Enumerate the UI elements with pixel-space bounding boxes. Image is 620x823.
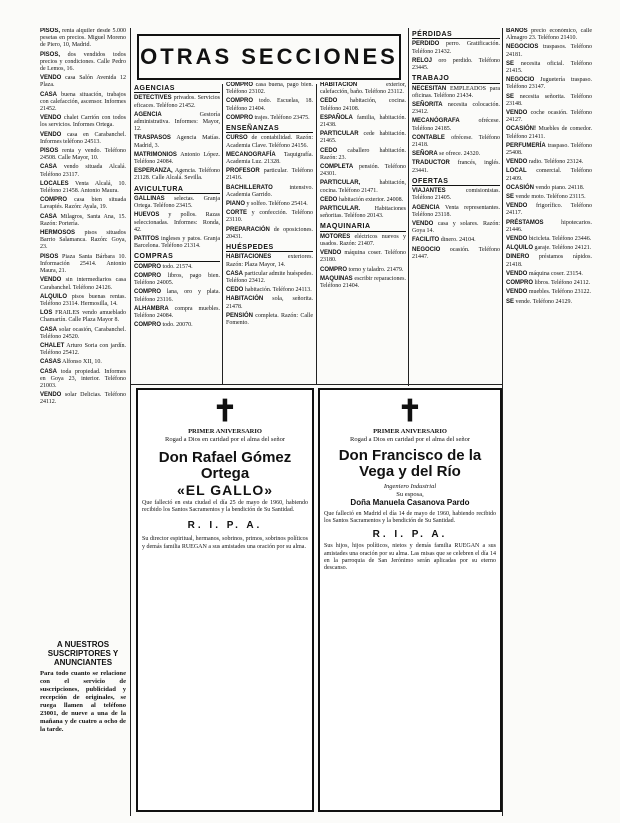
ad-keyword: NECESITAN	[412, 85, 447, 92]
classified-ad: CEDO habitación. Teléfono 24113.	[226, 287, 312, 294]
ad-keyword: VENDO	[40, 75, 62, 82]
column-5	[412, 28, 500, 383]
classified-ad: FACILITO dinero. 24104.	[412, 237, 476, 244]
obit-footer: Su director espiritual, hermanos, sobrinos, primos, sobrinos políticos y demás familia RUEGAN a sus amistades una oración por su alma.	[142, 536, 308, 550]
ad-keyword: COMPRO	[226, 114, 253, 121]
ad-keyword: SE	[506, 93, 515, 100]
ad-keyword: TRASPASOS	[134, 135, 171, 142]
subscribers-body: Para todo cuanto se relacione con el servicio de suscripciones, publicidad y recepción de originales, se ruega llamen al teléfono 23001, de nueve a una de la mañana y de cuatro a ocho de la tarde.	[40, 670, 126, 733]
ad-keyword: CASA	[226, 270, 244, 277]
ad-keyword: BACHILLERATO	[226, 184, 273, 191]
ad-keyword: CEDO	[320, 147, 338, 154]
classified-ad: CEDO habitación, cocina. Teléfono 24108.	[320, 98, 406, 112]
ad-keyword: COMPRO	[40, 197, 67, 204]
ad-keyword: PISOS	[40, 253, 59, 260]
classified-ad: SE vende. Teléfono 24129.	[506, 298, 572, 305]
section-heading: COMPRAS	[134, 253, 220, 261]
classified-ad: PISOS renta y vendo. Teléfono 24508. Calle Mayor, 10.	[40, 148, 126, 162]
classified-ad: NEGOCIO Juguetería traspaso. Teléfono 23147.	[506, 77, 592, 91]
classified-ad: SE necesita señorita. Teléfono 23148.	[506, 93, 592, 107]
ad-keyword: PISOS	[40, 148, 59, 155]
ad-keyword: NEGOCIO	[412, 246, 441, 253]
classified-ad: SE vende moto. Teléfono 23115.	[506, 194, 586, 201]
classified-ad: CURSO de contabilidad. Razón: Academia Clave. Teléfono 24156.	[226, 135, 313, 149]
classified-ad: PREPARACIÓN de oposiciones. 20431.	[226, 226, 313, 240]
ad-keyword: FACILITO	[412, 237, 440, 244]
ad-keyword: PISOS,	[40, 51, 61, 58]
classified-ad: VENDO bicicleta. Teléfono 23446.	[506, 236, 592, 243]
classified-ad: HABITACIÓN sola, señorita. 21478.	[226, 296, 313, 310]
classified-ad: CASA buena situación, trabajos con calefacción, ascensor. Informes 21452.	[40, 91, 126, 113]
ad-keyword: AGENCIA	[134, 111, 162, 118]
ad-keyword: VENDO	[506, 110, 528, 117]
ad-keyword: OCASIÓN	[506, 184, 535, 191]
classified-ad: HUEVOS y pollos. Razas seleccionadas. Informes: Ronda, 42.	[134, 212, 220, 233]
obit-widow-label: Su esposa,	[396, 491, 424, 498]
classified-ad: PENSIÓN completa. Razón: Calle Fomento.	[226, 312, 313, 327]
classified-ad: VENDO frigorífico. Teléfono 24117.	[506, 203, 592, 217]
ad-keyword: ALQUILO	[40, 293, 67, 300]
classified-ad: VENDO máquina coser. 23154.	[506, 270, 583, 277]
obit-body: Que falleció en Madrid el día 14 de mayo de 1960, habiendo recibido los Santos Sacramentos y la bendición de Su Santidad.	[324, 511, 496, 525]
ad-keyword: PRÉSTAMOS	[506, 219, 544, 226]
ad-keyword: GALLINAS	[134, 196, 165, 203]
ad-keyword: SEÑORITA	[412, 102, 443, 109]
classified-ad: MECANÓGRAFA ofrécese. Teléfono 24185.	[412, 118, 500, 132]
ad-keyword: MATRIMONIOS	[134, 151, 177, 158]
classified-ad: VENDO solar Delicias. Teléfono 24112.	[40, 392, 126, 406]
ad-keyword: VENDO	[40, 115, 62, 122]
ad-keyword: LOCAL	[506, 168, 527, 175]
section-heading: HUÉSPEDES	[226, 244, 313, 252]
classified-ad: LOCAL comercial. Teléfono 21409.	[506, 168, 592, 182]
classified-ad: COMPRO todo. Escuelas, 18. Teléfono 21404.	[226, 98, 313, 112]
ad-keyword: SE	[506, 60, 515, 67]
column-rule	[222, 84, 223, 384]
ad-keyword: HABITACIÓN	[320, 82, 358, 88]
ad-keyword: CASA	[40, 164, 58, 171]
ad-keyword: LOCALES	[40, 180, 69, 187]
classified-ad: GALLINAS selectas. Granja Ortega. Teléfono 23415.	[134, 196, 220, 210]
ad-keyword: MECANÓGRAFA	[412, 118, 460, 125]
classified-list	[506, 28, 592, 306]
classified-ad: MECANOGRAFÍA Taquigrafía. Academia Luz. 21328.	[226, 151, 313, 166]
ad-keyword: SE	[506, 298, 515, 305]
classified-ad: CONTABLE ofrécese. Teléfono 21418.	[412, 134, 500, 149]
ad-keyword: DETECTIVES	[134, 95, 172, 102]
section-heading: PÉRDIDAS	[412, 31, 500, 39]
column-3	[226, 82, 313, 382]
section-heading: OFERTAS	[412, 178, 500, 186]
classified-ad: COMPRO libros, pago bien. Teléfono 24005.	[134, 273, 220, 287]
ad-keyword: ALQUILO	[506, 245, 533, 252]
ad-keyword: COMPRO	[134, 289, 161, 296]
classified-ad: OCASIÓN vendo piano. 24118.	[506, 184, 585, 191]
classified-ad: DETECTIVES privados. Servicios eficaces. Teléfono 21452.	[134, 95, 220, 109]
section-heading: MAQUINARIA	[320, 223, 406, 231]
classified-ad: VENDO coche ocasión. Teléfono 24127.	[506, 110, 592, 124]
ad-keyword: NEGOCIOS	[506, 44, 539, 51]
section-rule	[130, 384, 502, 385]
classified-ad: PRÉSTAMOS hipotecarios. 21446.	[506, 219, 592, 233]
section-masthead	[137, 34, 401, 80]
ad-keyword: COMPRO	[506, 280, 533, 287]
ad-keyword: CONTABLE	[412, 134, 445, 141]
ad-keyword: CASA	[40, 213, 58, 220]
classified-ad: CASAS Alfonso XII, 10.	[40, 359, 102, 366]
ad-keyword: VENDO	[506, 203, 528, 210]
classified-ad: ESPERANZA, Agencia. Teléfono 21128. Calle Alcalá. Sevilla.	[134, 168, 220, 182]
ad-keyword: COMPRO	[226, 98, 253, 105]
classified-ad: NECESITAN EMPLEADOS para oficinas. Teléfono 21434.	[412, 85, 500, 99]
ad-keyword: SEÑORA	[412, 151, 438, 158]
obit-intro: Rogad a Dios en caridad por el alma del señor	[164, 436, 286, 443]
ad-keyword: COMPRO	[226, 82, 253, 88]
ad-keyword: RELOJ	[412, 57, 433, 64]
classified-ad: PISOS, dos vendidos todos precios y condiciones. Calle Pedro de Lemos, 16.	[40, 51, 126, 73]
ad-keyword: CASA	[40, 91, 58, 98]
classified-ad: VENDO radio. Teléfono 23124.	[506, 159, 584, 166]
ad-keyword: CHALET	[40, 342, 65, 349]
column-rule	[502, 28, 503, 816]
classified-ad: ALHAMBRA compra muebles. Teléfono 24084.	[134, 305, 220, 320]
classified-ad: VENDO chalet Carrión con todos los servicios. Informes Ortega.	[40, 115, 126, 129]
classified-ad: VENDO sin intermediarios casa Carabanchel. Teléfono 24126.	[40, 277, 126, 291]
section-heading: AGENCIAS	[134, 85, 220, 93]
classified-ad: COMPRO lana, oro y plata. Teléfono 23116.	[134, 289, 220, 303]
classified-ad: VENDO casa Salón Avenida 12 Plaza.	[40, 75, 126, 89]
classified-ad: COMPRO libros. Teléfono 24112.	[506, 280, 591, 287]
classified-ad: HERMOSOS pisos situados Barrio Salamanca. Razón: Goya, 23.	[40, 230, 126, 251]
classified-ad: SEÑORA se ofrece. 24320.	[412, 151, 481, 158]
subscribers-notice	[40, 640, 126, 810]
classified-ad: SE necesita oficial. Teléfono 21415.	[506, 60, 592, 75]
classified-ad: COMPRO casa bien situada Lavapiés. Razón: Ayala, 19.	[40, 197, 126, 211]
ad-keyword: PERFUMERÍA	[506, 142, 546, 149]
classified-ad: CEDO habitación exterior. 24008.	[320, 196, 404, 203]
classified-ad: DINERO préstamos rápidos. 21418.	[506, 254, 592, 268]
ad-keyword: COMPRO	[134, 273, 161, 280]
classified-ad: NEGOCIO ocasión. Teléfono 21447.	[412, 246, 500, 260]
classified-ad: MOTORES eléctricos nuevos y usados. Razón: 21407.	[320, 233, 406, 248]
column-rule	[316, 84, 317, 384]
obit-footer: Sus hijos, hijos políticos, nietos y demás familia RUEGAN a sus amistades una oración por su alma. Las misas que se celebren el día 14 en la parroquia de San Jerónimo serán aplicadas por su eterno descanso.	[324, 543, 496, 572]
ad-keyword: PISOS,	[40, 28, 61, 34]
ad-keyword: VENDO	[320, 250, 342, 257]
ad-keyword: CASA	[40, 326, 58, 333]
ad-keyword: PERDIDO	[412, 41, 440, 48]
classified-ad: COMPRO todo. 20070.	[134, 322, 193, 329]
obit-subtitle: Ingeniero Industrial	[383, 483, 437, 490]
column-1	[40, 28, 126, 628]
classified-ad: NEGOCIOS traspasos. Teléfono 24181.	[506, 44, 592, 58]
section-heading: AVICULTURA	[134, 186, 220, 194]
classified-ad: PERDIDO perro. Gratificación. Teléfono 21432.	[412, 41, 500, 55]
obit-ripa: R. I. P. A.	[187, 520, 263, 532]
classified-ad: ALQUILO garaje. Teléfono 24121.	[506, 245, 592, 252]
classified-ad: PARTICULAR, habitación, cocina. Teléfono 21471.	[320, 180, 406, 194]
obit-body: Que falleció en esta ciudad el día 25 de mayo de 1960, habiendo recibido los Santos Sacramentos y la bendición de Su Santidad.	[142, 500, 308, 514]
ad-keyword: COMPRO	[134, 263, 161, 270]
ad-keyword: CEDO	[320, 98, 338, 105]
ad-keyword: CASA	[40, 368, 58, 375]
classified-ad: LOS FRAILES vendo amueblado Chamartín. Calle Plaza Mayor 8.	[40, 310, 126, 324]
classified-ad: TRASPASOS Agencia Matías. Madrid, 3.	[134, 135, 220, 149]
classified-ad: SEÑORITA necesita colocación. 23412.	[412, 102, 500, 116]
classified-list	[226, 82, 313, 327]
section-heading: TRABAJO	[412, 75, 500, 83]
classified-ad: CASA vendo situada Alcalá. Teléfono 23117.	[40, 164, 126, 178]
ad-keyword: PENSIÓN	[226, 312, 254, 319]
ad-keyword: SE	[506, 194, 515, 201]
classified-list	[40, 28, 126, 407]
obit-name: Don Rafael Gómez Ortega	[158, 449, 292, 482]
ad-keyword: NEGOCIO	[506, 77, 535, 84]
classified-list	[412, 31, 500, 261]
classified-ad: ESPAÑOLA familia, habitación. 21438.	[320, 114, 406, 129]
ad-keyword: VENDO	[40, 277, 62, 284]
ad-keyword: OCASIÓN!	[506, 126, 536, 133]
ad-keyword: VIAJANTES	[412, 188, 446, 195]
classified-ad: PROFESOR particular. Teléfono 21416.	[226, 168, 313, 182]
classified-ad: LOCALES Venta Alcalá, 10. Teléfono 21458. Antonio Maura.	[40, 180, 126, 195]
ad-keyword: PARTICULAR.	[320, 206, 361, 213]
classified-ad: VENDO muebles. Teléfono 23122.	[506, 289, 591, 296]
ad-keyword: VENDO	[506, 236, 528, 243]
obit-ripa: R. I. P. A.	[372, 529, 448, 541]
ad-keyword: HABITACIONES	[226, 254, 272, 261]
classified-ad: VENDO máquina coser. Teléfono 23180.	[320, 250, 406, 264]
classified-ad: COMPRO casa buena, pago bien. Teléfono 23102.	[226, 82, 313, 96]
classified-ad: AGENCIA Gestoría administrativa. Informes: Mayor, 12.	[134, 111, 220, 133]
ad-keyword: CEDO	[320, 196, 338, 203]
classified-ad: PISOS, renta alquiler desde 5.000 pesetas en precios. Miguel Moreno de Piero, 10, Madrid.	[40, 28, 126, 49]
ad-keyword: VENDO	[506, 270, 528, 277]
obituary-gomez-ortega	[136, 388, 314, 812]
obit-nickname: «EL GALLO»	[176, 482, 274, 498]
column-4	[320, 82, 406, 382]
ad-keyword: VENDO	[412, 221, 434, 228]
classified-ad: COMPRO todo. 21574.	[134, 263, 193, 270]
classified-ad: MAQUINAS escribir reparaciones. Teléfono 21404.	[320, 275, 406, 290]
ad-keyword: ALHAMBRA	[134, 305, 169, 312]
ad-keyword: PARTICULAR,	[320, 180, 361, 187]
ad-keyword: PREPARACIÓN	[226, 226, 270, 233]
ad-keyword: VENDO	[40, 392, 62, 399]
classified-ad: CHALET Arturo Soria con jardín. Teléfono 25412.	[40, 342, 126, 357]
cross-icon: ✝	[397, 395, 423, 428]
ad-keyword: MAQUINAS	[320, 275, 353, 282]
classified-ad: COMPRO torno y taladro. 21479.	[320, 266, 404, 273]
classified-ad: RELOJ oro perdido. Teléfono 23445.	[412, 57, 500, 72]
classified-ad: VENDO casa y solares. Razón: Goya 14.	[412, 221, 500, 235]
ad-keyword: MECANOGRAFÍA	[226, 151, 276, 158]
ad-keyword: HUEVOS	[134, 212, 160, 219]
classified-ad: OCASIÓN! Muebles de comedor. Teléfono 21411.	[506, 126, 592, 140]
obit-anniversary: PRIMER ANIVERSARIO	[373, 428, 447, 435]
ad-keyword: COMPLETA	[320, 164, 354, 171]
obit-intro: Rogad a Dios en caridad por el alma del señor	[349, 436, 471, 443]
classified-ad: PARTICULAR cede habitación. 21465.	[320, 131, 406, 145]
classified-ad: BACHILLERATO intensivo. Academia Garrido.	[226, 184, 313, 198]
obit-widow: Doña Manuela Casanova Pardo	[350, 498, 470, 507]
obit-anniversary: PRIMER ANIVERSARIO	[188, 428, 262, 435]
ad-keyword: PIANO	[226, 201, 246, 208]
classified-ad: PATITOS ingleses y patos. Granja Barcelona. Teléfono 21314.	[134, 236, 220, 250]
classified-ad: PARTICULAR. Habitaciones señoritas. Teléfono 20143.	[320, 206, 406, 220]
classified-ad: CASA toda propiedad. Informes en Goya 23, interior. Teléfono 21003.	[40, 368, 126, 389]
classified-ad: CASA solar ocasión, Carabanchel. Teléfono 24520.	[40, 326, 126, 340]
classified-ad: COMPRO trajes. Teléfono 23475.	[226, 114, 310, 121]
column-2	[134, 82, 220, 382]
ad-keyword: LOS	[40, 310, 53, 317]
classified-ad: BAÑOS precio económico, calle Almagro 23. Teléfono 21410.	[506, 28, 592, 42]
ad-keyword: BAÑOS	[506, 28, 528, 34]
classified-ad: ALQUILO pisos buenas rentas. Teléfono 23114. Hermosilla, 14.	[40, 293, 126, 307]
ad-keyword: ESPERANZA,	[134, 168, 173, 175]
classified-ad: HABITACIÓN exterior, calefacción, baño. Teléfono 23112.	[320, 82, 406, 96]
ad-keyword: PATITOS	[134, 236, 160, 243]
ad-keyword: MOTORES	[320, 233, 351, 240]
classified-ad: PIANO y solfeo. Teléfono 25414.	[226, 201, 308, 208]
classified-list	[134, 85, 220, 330]
classified-ad: CASA Milagros, Santa Ana, 15. Razón: Portería.	[40, 213, 126, 227]
ad-keyword: CURSO	[226, 135, 248, 142]
classified-ad: MATRIMONIOS Antonio López. Teléfono 24084.	[134, 151, 220, 166]
ad-keyword: CEDO	[226, 287, 244, 294]
obit-name: Don Francisco de la Vega y del Río	[338, 447, 482, 480]
cross-icon: ✝	[212, 395, 238, 428]
ad-keyword: AGENCIA	[412, 204, 440, 211]
classified-list	[320, 82, 406, 290]
classified-ad: CASA particular admite huéspedes. Teléfono 23412.	[226, 270, 313, 285]
subscribers-heading: A NUESTROS SUSCRIPTORES Y ANUNCIANTES	[47, 640, 119, 667]
classified-ad: CEDO caballero habitación. Razón: 23.	[320, 147, 406, 161]
ad-keyword: PROFESOR	[226, 168, 260, 175]
masthead-title: OTRAS SECCIONES	[140, 44, 398, 69]
ad-keyword: COMPRO	[320, 266, 347, 273]
ad-keyword: COMPRO	[134, 322, 161, 329]
obituary-vega-rio	[318, 388, 502, 812]
classified-ad: PERFUMERÍA traspaso. Teléfono 25408.	[506, 142, 592, 157]
classified-ad: PISOS Piaza Santa Bárbara 10. Información 25414. Antonio Maura, 21.	[40, 253, 126, 275]
classified-ad: TRADUCTOR francés, inglés. 23441.	[412, 160, 500, 174]
ad-keyword: DINERO	[506, 254, 530, 261]
ad-keyword: VENDO	[40, 131, 62, 138]
ad-keyword: CORTE	[226, 210, 247, 217]
ad-keyword: TRADUCTOR	[412, 160, 450, 167]
classified-ad: VIAJANTES comisionistas. Teléfono 21405.	[412, 188, 500, 202]
ad-keyword: VENDO	[506, 159, 528, 166]
ad-keyword: VENDO	[506, 289, 528, 296]
column-6	[506, 28, 592, 813]
ad-keyword: ESPAÑOLA	[320, 114, 353, 121]
classified-ad: HABITACIONES exteriores. Razón: Plaza Mayor, 14.	[226, 254, 313, 268]
ad-keyword: PARTICULAR	[320, 131, 359, 138]
classified-ad: COMPLETA pensión. Teléfono 24301.	[320, 164, 406, 178]
ad-keyword: CASAS	[40, 359, 62, 366]
classified-ad: VENDO casa en Carabanchel. Informes teléfono 24513.	[40, 131, 126, 145]
column-rule	[130, 28, 131, 816]
classified-ad: CORTE y confección. Teléfono 23110.	[226, 210, 313, 224]
section-heading: ENSEÑANZAS	[226, 125, 313, 133]
ad-keyword: HERMOSOS	[40, 230, 76, 237]
classified-ad: AGENCIA Venta representantes. Teléfono 23118.	[412, 204, 500, 218]
ad-keyword: HABITACIÓN	[226, 296, 264, 303]
column-rule	[408, 28, 409, 386]
